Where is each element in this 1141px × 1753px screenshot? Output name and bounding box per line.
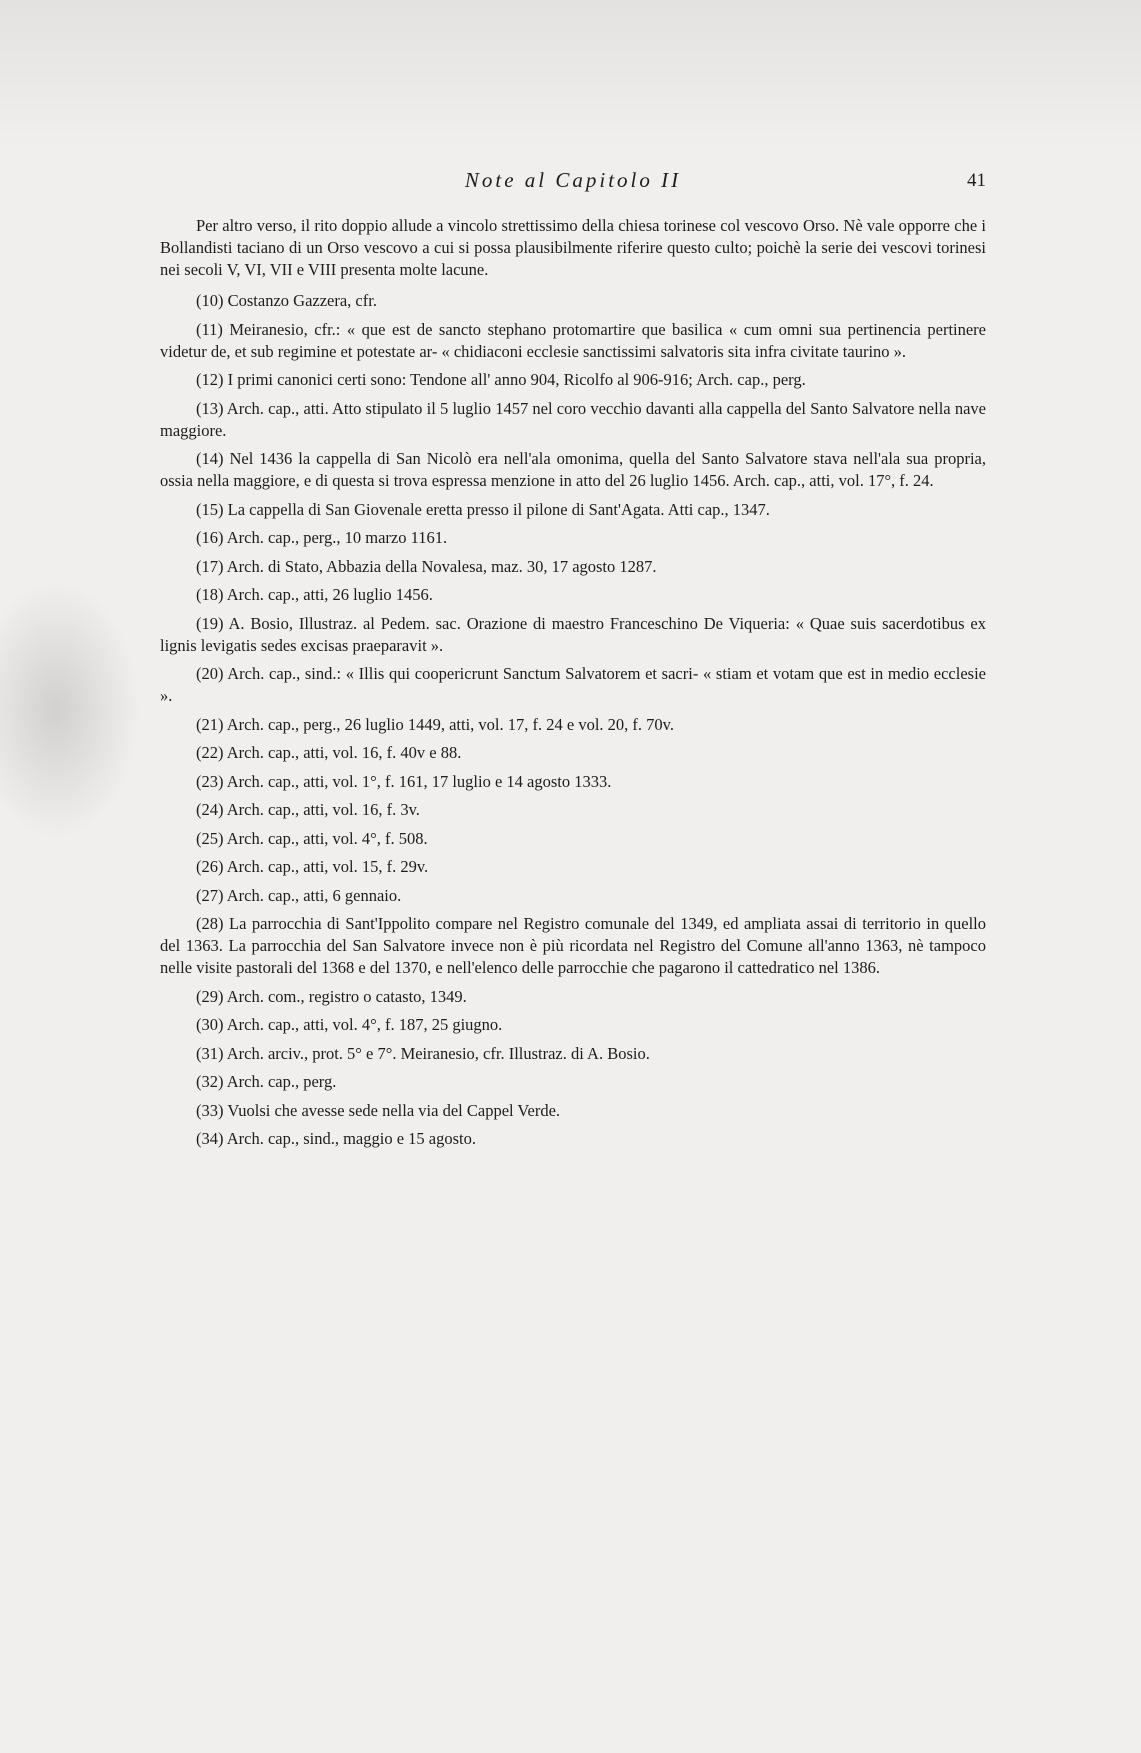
footnote: (31) Arch. arciv., prot. 5° e 7°. Meiranesio, cfr. Illustraz. di A. Bosio. [196,1043,650,1063]
footnote: (17) Arch. di Stato, Abbazia della Novalesa, maz. 30, 17 agosto 1287. [196,556,657,576]
footnote: (15) La cappella di San Giovenale eretta presso il pilone di Sant'Agata. Atti cap., 1347. [196,499,770,519]
footnote: (19) A. Bosio, Illustraz. al Pedem. sac. Orazione di maestro Franceschino De Viqueria: « Quae suis sacerdotibus ex lignis levigatis sedes excisas praeparavit ». [160,613,986,655]
footnote: (24) Arch. cap., atti, vol. 16, f. 3v. [196,800,420,819]
notes-body [160,215,986,1157]
footnote: (12) I primi canonici certi sono: Tendone all' anno 904, Ricolfo al 906-916; Arch. cap., perg. [196,370,806,389]
footnote: (18) Arch. cap., atti, 26 luglio 1456. [196,585,433,604]
page-number: 41 [967,170,986,191]
page-stain [0,0,1141,150]
footnote: (11) Meiranesio, cfr.: « que est de sancto stephano protomartire que basilica « cum omni sua pertinencia pertinere videtur de, et sub regimine et potestate ar- « chidiaconi ecclesie sanctissimi salvatoris sita infra civitate taurino ». [160,319,986,361]
footnote: (28) La parrocchia di Sant'Ippolito compare nel Registro comunale del 1349, ed ampliata assai di territorio in quello del 1363. La parrocchia del San Salvatore invece non è più ricordata nel Registro del Comune all'anno 1363, nè tampoco nelle visite pastorali del 1368 e del 1370, e nell'elenco delle parrocchie che pagarono il cattedratico nel 1386. [160,914,986,977]
footnote: (16) Arch. cap., perg., 10 marzo 1161. [196,528,448,547]
footnote: (22) Arch. cap., atti, vol. 16, f. 40v e 88. [196,743,462,762]
footnote: (13) Arch. cap., atti. Atto stipulato il 5 luglio 1457 nel coro vecchio davanti alla cappella del Santo Salvatore nella nave maggiore. [160,398,986,440]
footnote: (25) Arch. cap., atti, vol. 4°, f. 508. [196,828,428,848]
footnote: (30) Arch. cap., atti, vol. 4°, f. 187, 25 giugno. [196,1015,503,1034]
footnote: (27) Arch. cap., atti, 6 gennaio. [196,885,402,905]
intro-paragraph: Per altro verso, il rito doppio allude a vincolo strettissimo della chiesa torinese col vescovo Orso. Nè vale opporre che i Bollandisti taciano di un Orso vescovo a cui si possa plausibilmente riferire questo culto; poichè la serie dei vescovi torinesi nei secoli V, VI, VII e VIII presenta molte lacune. [160,216,986,279]
footnote: (33) Vuolsi che avesse sede nella via del Cappel Verde. [196,1100,561,1120]
footnote: (21) Arch. cap., perg., 26 luglio 1449, atti, vol. 17, f. 24 e vol. 20, f. 70v. [196,714,674,734]
footnote: (26) Arch. cap., atti, vol. 15, f. 29v. [196,857,429,876]
footnote: (10) Costanzo Gazzera, cfr. [196,291,377,310]
page-header [160,168,986,196]
footnote: (20) Arch. cap., sind.: « Illis qui coopericrunt Sanctum Salvatorem et sacri- « stiam et votam que est in medio ecclesie ». [160,664,986,705]
chapter-notes-title: Note al Capitolo II [464,168,682,192]
page-smudge [0,580,140,840]
footnote: (14) Nel 1436 la cappella di San Nicolò era nell'ala omonima, quella del Santo Salvatore stava nell'ala sua propria, ossia nella maggiore, e di questa si trova espressa menzione in atto del 26 luglio 1456. Arch. cap., atti, vol. 17°, f. 24. [160,449,986,490]
footnote: (34) Arch. cap., sind., maggio e 15 agosto. [196,1129,476,1148]
footnote: (23) Arch. cap., atti, vol. 1°, f. 161, 17 luglio e 14 agosto 1333. [196,771,612,791]
notes-list [160,290,986,1150]
footnote: (32) Arch. cap., perg. [196,1072,337,1091]
footnote: (29) Arch. com., registro o catasto, 1349. [196,986,467,1006]
